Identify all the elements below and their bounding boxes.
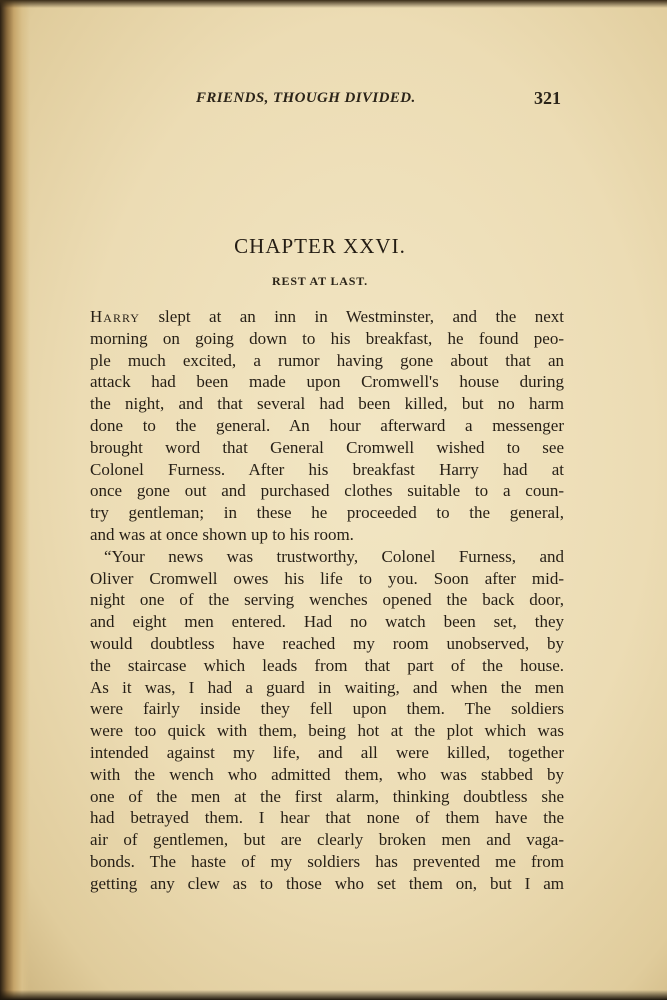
text-line: ple much excited, a rumor having gone about that an <box>90 350 564 370</box>
text-line: As it was, I had a guard in waiting, and when the men <box>90 677 564 697</box>
section-title: REST AT LAST. <box>272 274 368 288</box>
page-bottom-edge <box>0 990 667 1000</box>
text-line: getting any clew as to those who set them on, but I am <box>90 873 564 893</box>
opening-word: Harry <box>90 307 140 326</box>
book-spine-shadow <box>0 0 30 1000</box>
text-line: night one of the serving wenches opened the back door, <box>90 590 564 610</box>
text-line: with the wench who admitted them, who was stabbed by <box>90 764 564 784</box>
page-number: 321 <box>534 88 561 108</box>
text-line: “Your news was trustworthy, Colonel Furness, and <box>104 546 564 566</box>
text-line: were fairly inside they fell upon them. The soldiers <box>90 699 564 719</box>
body-text <box>90 306 564 895</box>
text-line: attack had been made upon Cromwell's house during <box>90 372 564 392</box>
running-head: FRIENDS, THOUGH DIVIDED. <box>196 90 416 106</box>
text-line <box>90 306 564 328</box>
text-line: were too quick with them, being hot at the plot which was <box>90 721 564 741</box>
text-line: brought word that General Cromwell wished to see <box>90 437 564 457</box>
text-line: try gentleman; in these he proceeded to the general, <box>90 503 564 523</box>
text-line: had betrayed them. I hear that none of them have the <box>90 808 564 828</box>
text-line: and eight men entered. Had no watch been set, they <box>90 612 564 632</box>
text-line: the night, and that several had been killed, but no harm <box>90 394 564 414</box>
text-line: bonds. The haste of my soldiers has prevented me from <box>90 851 564 871</box>
text-line: intended against my life, and all were killed, together <box>90 742 564 762</box>
text-line: once gone out and purchased clothes suitable to a coun- <box>90 481 564 501</box>
text-line: one of the men at the first alarm, thinking doubtless she <box>90 786 564 806</box>
text-line: Oliver Cromwell owes his life to you. Soon after mid- <box>90 568 564 588</box>
chapter-title: CHAPTER XXVI. <box>234 234 406 258</box>
text-line-content: slept at an inn in Westminster, and the next <box>139 307 564 326</box>
text-line: the staircase which leads from that part of the house. <box>90 655 564 675</box>
text-line: and was at once shown up to his room. <box>90 524 354 544</box>
text-line: would doubtless have reached my room unobserved, by <box>90 633 564 653</box>
text-line: done to the general. An hour afterward a messenger <box>90 415 564 435</box>
page-top-edge <box>0 0 667 8</box>
text-line: air of gentlemen, but are clearly broken men and vaga- <box>90 830 564 850</box>
text-line: morning on going down to his breakfast, he found peo- <box>90 328 564 348</box>
text-line: Colonel Furness. After his breakfast Harry had at <box>90 459 564 479</box>
